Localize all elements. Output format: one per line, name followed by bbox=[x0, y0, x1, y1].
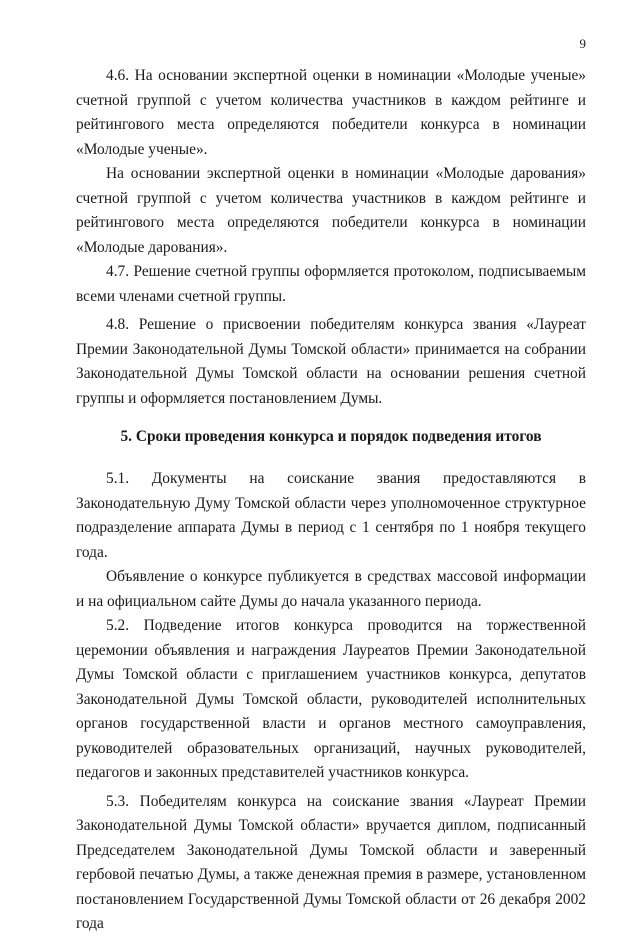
paragraph-4-6: 4.6. На основании экспертной оценки в номинации «Молодые ученые» счетной группой с учетом количества участников в каждом рейтинге и рейтингового места определяются победители конкурса в номинации «Молодые ученые». bbox=[76, 67, 586, 158]
document-body bbox=[76, 64, 586, 937]
paragraph-5-1: 5.1. Документы на соискание звания предоставляются в Законодательную Думу Томской области через уполномоченное структурное подразделение аппарата Думы в период с 1 сентября по 1 ноября текущего года. bbox=[76, 470, 586, 561]
paragraph-4-7: 4.7. Решение счетной группы оформляется протоколом, подписываемым всеми членами счетной группы. bbox=[76, 263, 586, 305]
paragraph-5-1-continued: Объявление о конкурсе публикуется в средствах массовой информации и на официальном сайте Думы до начала указанного периода. bbox=[76, 568, 586, 610]
paragraph-4-6-continued: На основании экспертной оценки в номинации «Молодые дарования» счетной группой с учетом количества участников в каждом рейтинге и рейтингового места определяются победители конкурса в номинации «Молодые дарования». bbox=[76, 165, 586, 256]
page-number: 9 bbox=[579, 36, 586, 51]
paragraph-5-2: 5.2. Подведение итогов конкурса проводится на торжественной церемонии объявления и награждения Лауреатов Премии Законодательной Думы Томской области с приглашением участников конкурса, депутатов Законодательной Думы Томской области, руководителей исполнительных органов государственной власти и органов местного самоуправления, руководителей образовательных организаций, научных руководителей, педагогов и законных представителей участников конкурса. bbox=[76, 617, 586, 781]
paragraph-4-8: 4.8. Решение о присвоении победителям конкурса звания «Лауреат Премии Законодательной Думы Томской области» принимается на собрании Законодательной Думы Томской области на основании решения счетной группы и оформляется постановлением Думы. bbox=[76, 316, 586, 407]
paragraph-5-3: 5.3. Победителям конкурса на соискание звания «Лауреат Премии Законодательной Думы Томской области» вручается диплом, подписанный Председателем Законодательной Думы Томской области и заверенный гербовой печатью Думы, а также денежная премия в размере, установленном постановлением Государственной Думы Томской области от 26 декабря 2002 года bbox=[76, 792, 586, 932]
section-title: 5. Сроки проведения конкурса и порядок подведения итогов bbox=[120, 428, 542, 445]
